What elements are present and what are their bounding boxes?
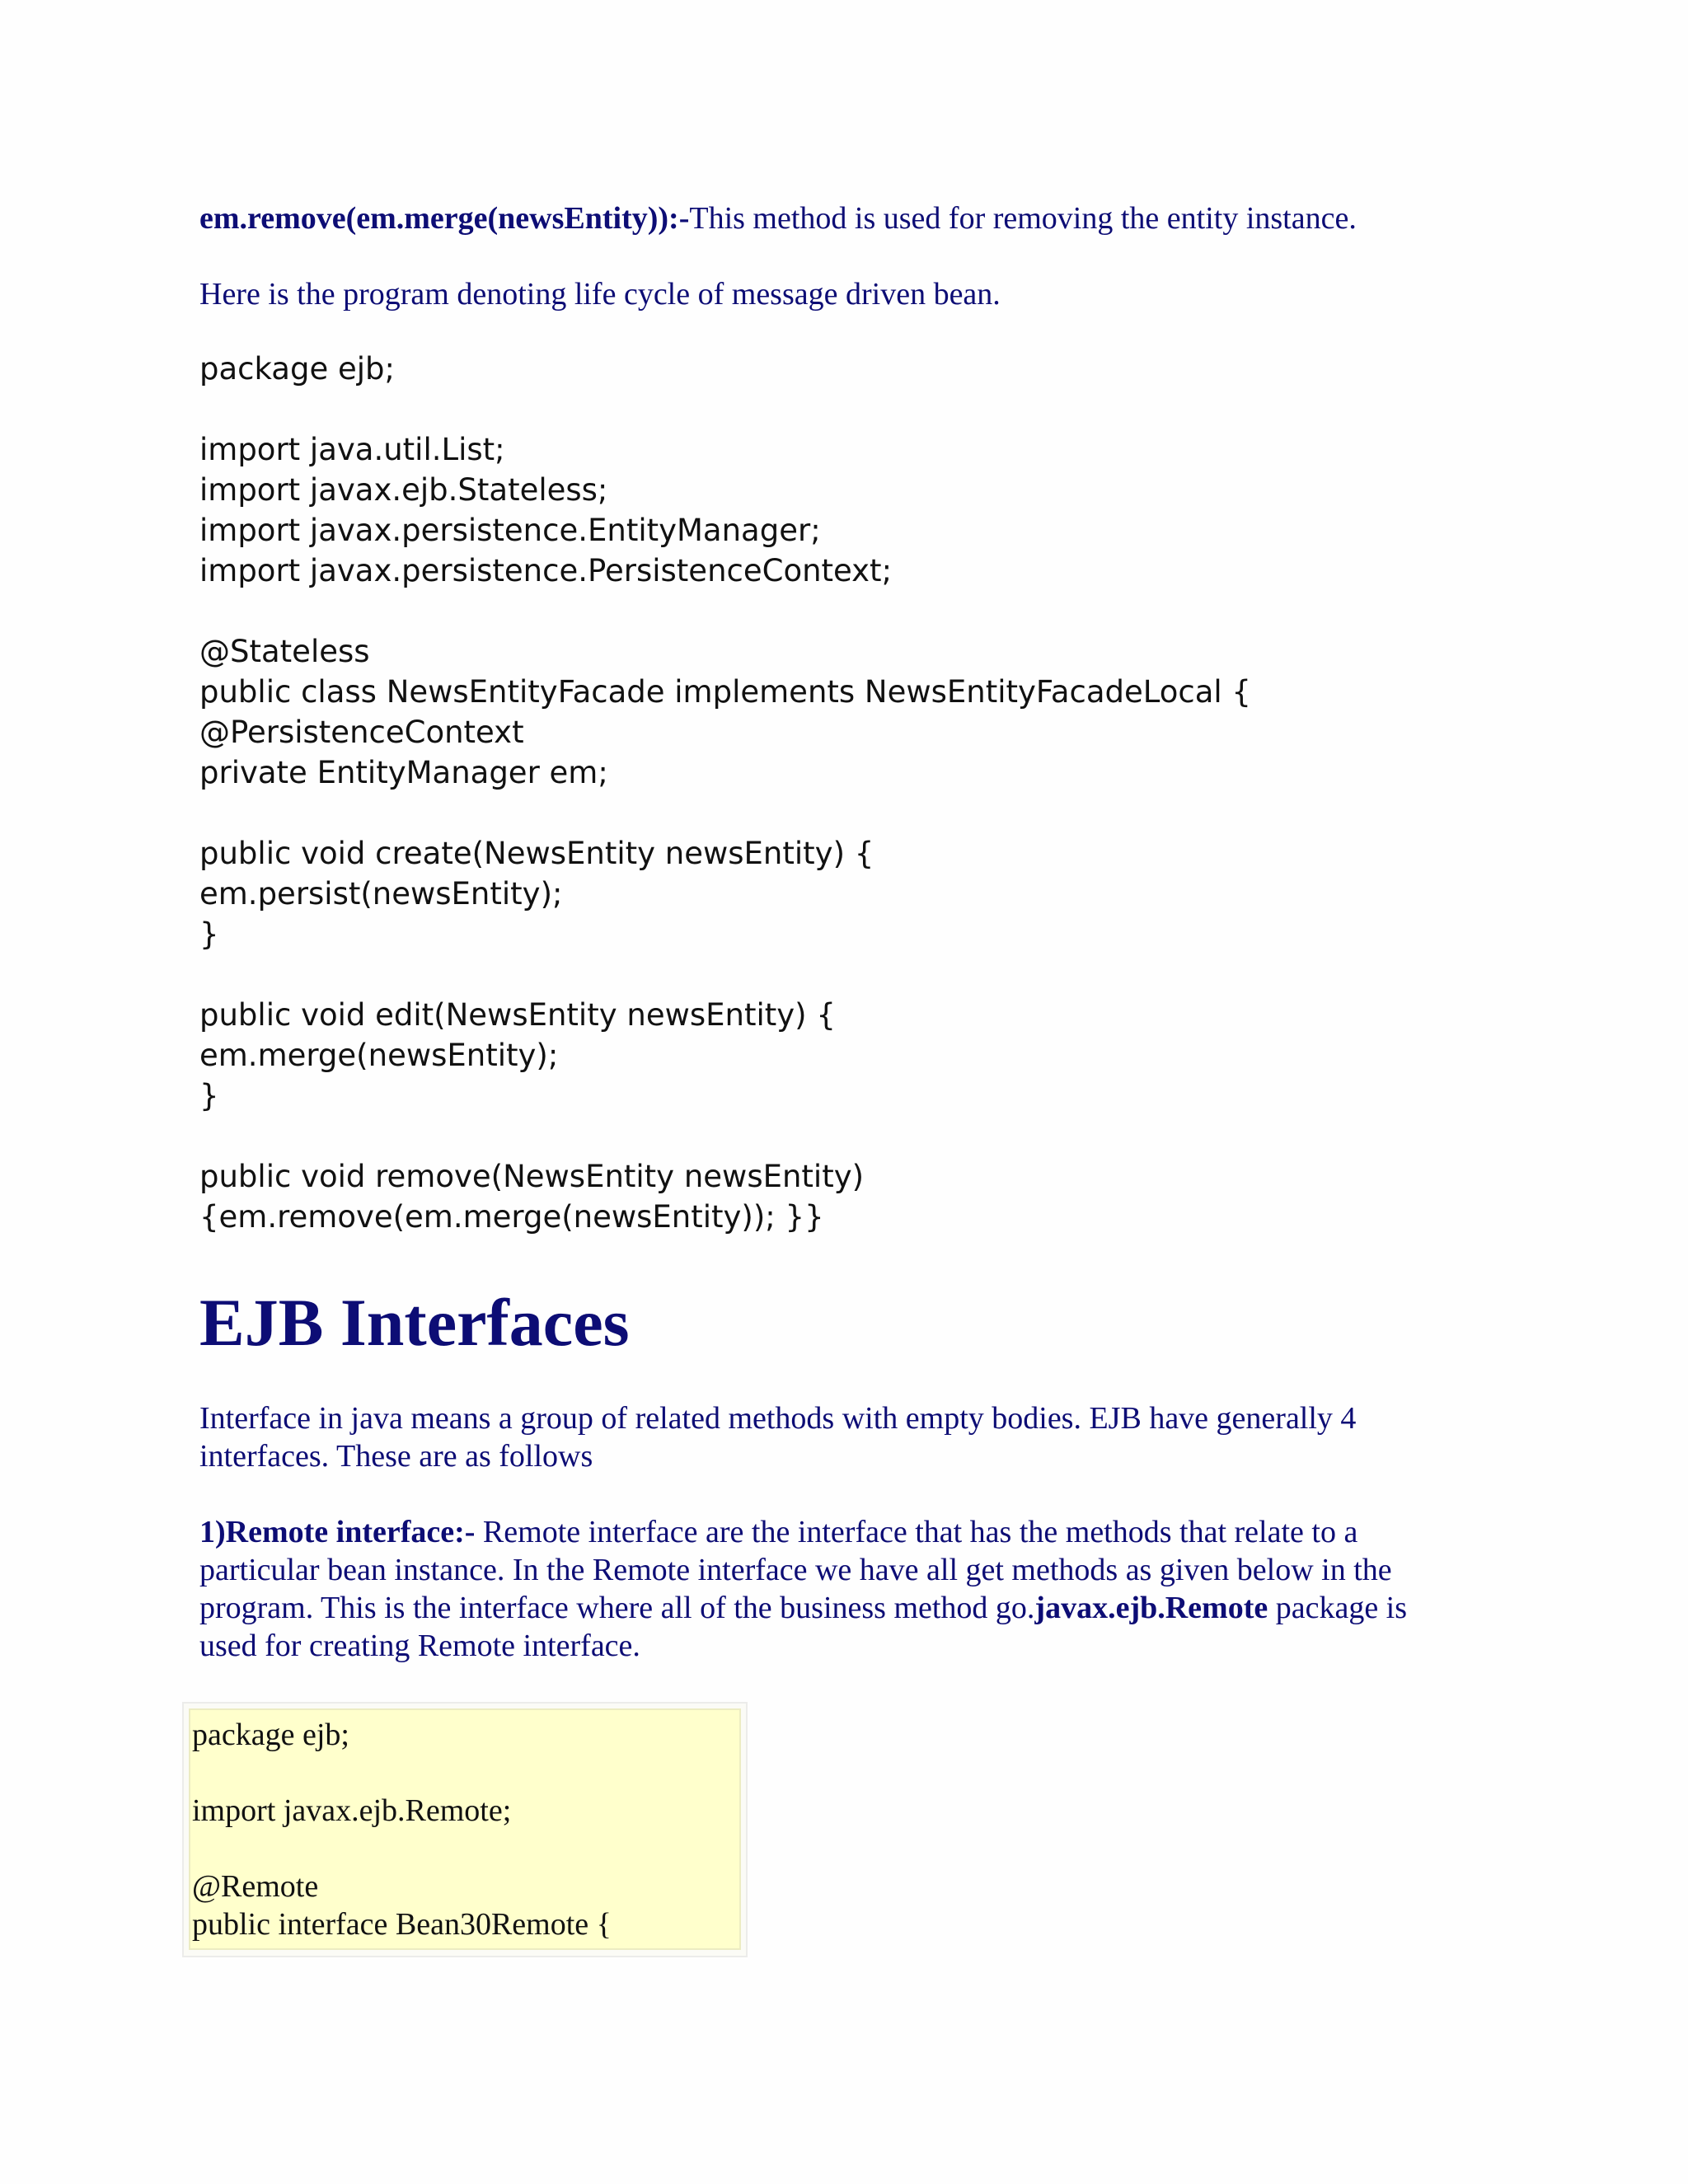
remote-interface-paragraph — [199, 1513, 1407, 1665]
remote-line-1: Remote interface are the interface that has the methods that relate to a — [475, 1515, 1358, 1549]
remote-line-4: used for creating Remote interface. — [199, 1629, 640, 1663]
remote-line-3-end: package is — [1268, 1591, 1408, 1625]
remote-interface-term: 1)Remote interface:- — [199, 1515, 476, 1549]
remote-code-block: package ejb; import javax.ejb.Remote; @Remote public interface Bean30Remote { — [192, 1718, 612, 1942]
remote-package-name: javax.ejb.Remote — [1034, 1591, 1268, 1625]
remove-method-description: This method is used for removing the entity instance. — [689, 201, 1357, 236]
remote-line-2: particular bean instance. In the Remote interface we have all get methods as given below in the — [199, 1553, 1392, 1587]
remove-method-paragraph — [199, 199, 1357, 237]
section-heading: EJB Interfaces — [199, 1285, 630, 1360]
interface-line-2: interfaces. These are as follows — [199, 1439, 593, 1474]
facade-code-block: package ejb; import java.util.List; import javax.ejb.Stateless; import javax.persistence.EntityManager; import javax.persistence.PersistenceContext; @Stateless public class NewsEntityFacade implements NewsEntityFacadeLocal { @PersistenceContext private EntityManager em; public void create(NewsEntity newsEntity) { em.persist(newsEntity); } public void edit(NewsEntity newsEntity) { em.merge(newsEntity); } public void remove(NewsEntity newsEntity) {em.remove(em.merge(newsEntity)); }} — [199, 351, 1251, 1235]
program-intro-paragraph: Here is the program denoting life cycle of message driven bean. — [199, 277, 1001, 312]
interface-paragraph — [199, 1399, 1356, 1475]
remote-line-3: program. This is the interface where all of the business method go. — [199, 1591, 1035, 1625]
remove-method-term: em.remove(em.merge(newsEntity)):- — [199, 201, 690, 236]
interface-line-1: Interface in java means a group of related methods with empty bodies. EJB have generally 4 — [199, 1401, 1357, 1436]
